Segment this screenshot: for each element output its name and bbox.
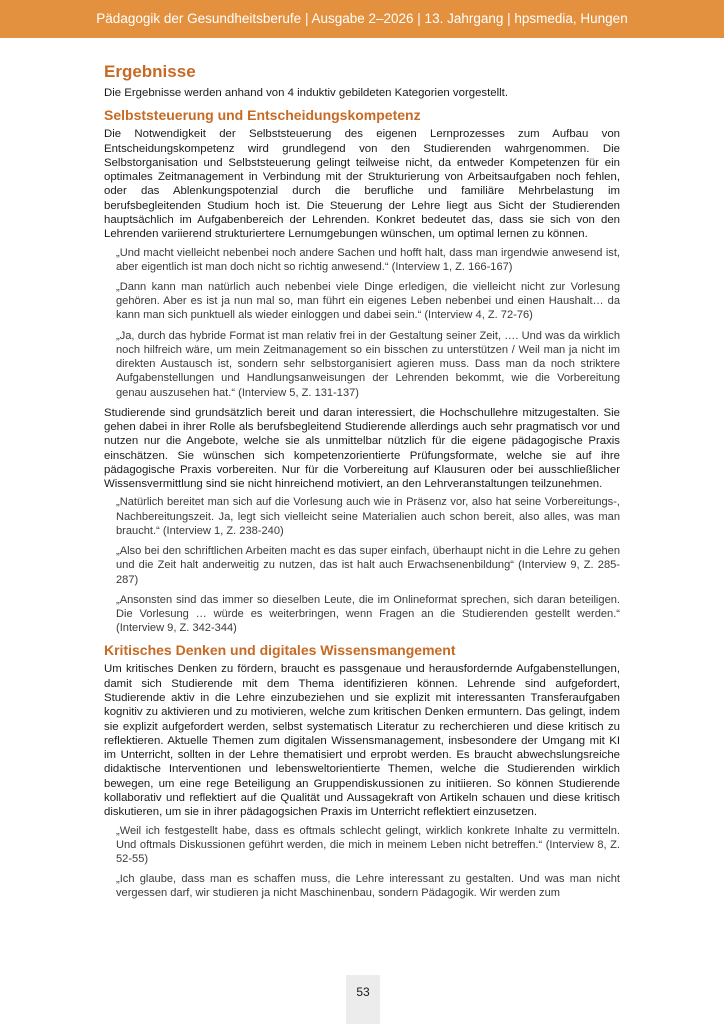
journal-header-text: Pädagogik der Gesundheitsberufe | Ausgabe 2–2026 | 13. Jahrgang | hpsmedia, Hungen bbox=[96, 11, 628, 26]
section-title: Ergebnisse bbox=[104, 62, 196, 81]
interview-quote: „Weil ich festgestellt habe, dass es oftmals schlecht gelingt, wirklich konkrete Inhalte zu vermitteln. Und oftmals Diskussionen geführt werden, die mich in meinem Leben nicht betreffen.“ (Interview 8, Z. 52-55) bbox=[116, 824, 620, 865]
subsection-heading: Kritisches Denken und digitales Wissensmangement bbox=[104, 642, 456, 659]
page-number-box bbox=[346, 975, 380, 1024]
interview-quote: „Also bei den schriftlichen Arbeiten macht es das super einfach, überhaupt nicht in die Lehre zu gehen und die Zeit halt anderweitig zu nutzen, das ist halt auch Erwachsenenbildung“ (Interview 9, Z. 285-287) bbox=[116, 545, 620, 586]
body-paragraph: Um kritisches Denken zu fördern, braucht es passgenaue und herausfordernde Aufgabenstellungen, damit sich Studierende mit dem Thema identifizieren können. Lehrende sind aufgefordert, Studierende aktiv in die Lehre einzubeziehen und sie explizit mit interessanten Transferaufgaben kognitiv zu aktivieren und zu motivieren, welche zum kritischen Denken ermuntern. Das gelingt, indem sie explizit aufgefordert werden, selbst systematisch Literatur zu recherchieren und diese kritisch zu reflektieren. Aktuelle Themen zum digitalen Wissensmanagement, insbesondere der Umgang mit KI im Unterricht, sollten in der Lehre thematisiert und erprobt werden. Es braucht abwechslungsreiche didaktische Interventionen und lebensweltorientierte Themen, welche die Studierenden wirklich bewegen, um eine rege Beteiligung an Gruppendiskussionen zu initiieren. So können Studierende kollaborativ und reflektiert auf die Qualität und Aussagekraft von Artikeln schauen und diese kritisch diskutieren, um sie in ihrer pädagogsichen Praxis im Unterricht reflektiert einzusetzen. bbox=[104, 663, 620, 819]
journal-header-bar bbox=[0, 0, 724, 38]
interview-quote: „Ich glaube, dass man es schaffen muss, die Lehre interessant zu gestalten. Und was man nicht vergessen darf, wir studieren ja nicht Maschinenbau, sondern Pädagogik. Wir werden zum bbox=[116, 873, 620, 900]
interview-quote: „Ja, durch das hybride Format ist man relativ frei in der Gestaltung seiner Zeit, …. Und was da wirklich noch hilfreich wäre, um mein Zeitmanagement so ein bisschen zu unterstützen / Weil man ja nicht im direkten Austausch ist, sondern sehr selbstorganisiert agieren muss. Dass man da noch striktere Aufgabenstellungen und Handlungsanweisungen der Lehrenden bekommt, wie die Vorbereitung genau auszusehen hat.“ (Interview 5, Z. 131-137) bbox=[116, 329, 620, 399]
interview-quote: „Natürlich bereitet man sich auf die Vorlesung auch wie in Präsenz vor, also hat seine Vorbereitungs-, Nachbereitungszeit. Ja, legt sich vielleicht seine Materialien auch schon bereit, also alles, was man braucht.“ (Interview 1, Z. 238-240) bbox=[116, 496, 620, 537]
body-paragraph: Die Notwendigkeit der Selbststeuerung des eigenen Lernprozesses zum Aufbau von Entscheidungskompetenz wird grundlegend von den Studierenden wahrgenommen. Die Selbstorganisation und Selbststeuerung gelingt teilweise nicht, da entweder Kompetenzen für ein optimales Zeitmanagement in Verbindung mit der Strukturierung von Arbeitsaufgaben noch fehlen, oder das Ablenkungspotenzial durch die berufliche und familiäre Mehrbelastung im berufsbegleitenden Studium hoch ist. Die Steuerung der Lehre liegt aus Sicht der Studierenden hauptsächlich im Aufgabenbereich der Lehrenden. Konkret bedeutet das, dass sie sich von den Lehrenden variierend strukturiertere Lernumgebungen wünschen, um optimal lernen zu können. bbox=[104, 128, 620, 241]
page-number: 53 bbox=[356, 985, 370, 999]
interview-quote: „Dann kann man natürlich auch nebenbei viele Dinge erledigen, die vielleicht nicht zur Vorlesung gehören. Aber es ist ja nun mal so, man führt ein eigenes Leben nebenbei und einen Haushalt… da kann man sich punktuell als wieder einloggen und dabei sein.“ (Interview 4, Z. 72-76) bbox=[116, 281, 620, 322]
article-content bbox=[104, 56, 620, 901]
intro-paragraph: Die Ergebnisse werden anhand von 4 induktiv gebildeten Kategorien vorgestellt. bbox=[104, 87, 508, 99]
body-paragraph: Studierende sind grundsätzlich bereit und daran interessiert, die Hochschullehre mitzugestalten. Sie gehen dabei in ihrer Rolle als berufsbegleitend Studierende allerdings auch sehr pragmatisch vor und nutzen nur die Angebote, welche sie als unmittelbar nützlich für die eigene pädagogische Praxis einschätzen. Sie wünschen sich kompetenzorientierte Prüfungsformate, welche sie auf ihre pädagogische Praxis vorbereiten. Nur für die Vorbereitung auf Klausuren oder bei ausschließlicher Wissensvermittlung sind sie nicht hinreichend motiviert, an den Lehrveranstaltungen teilzunehmen. bbox=[104, 406, 620, 491]
interview-quote: „Ansonsten sind das immer so dieselben Leute, die im Onlineformat sprechen, sich daran beteiligen. Die Vorlesung … würde es weiterbringen, wenn Fragen an die Studierenden gestellt werden.“ (Interview 9, Z. 342-344) bbox=[116, 593, 620, 635]
interview-quote: „Und macht vielleicht nebenbei noch andere Sachen und hofft halt, dass man irgendwie anwesend ist, aber eigentlich ist man doch nicht so richtig anwesend.“ (Interview 1, Z. 166-167) bbox=[116, 246, 620, 273]
subsection-heading: Selbststeuerung und Entscheidungskompetenz bbox=[104, 107, 421, 124]
